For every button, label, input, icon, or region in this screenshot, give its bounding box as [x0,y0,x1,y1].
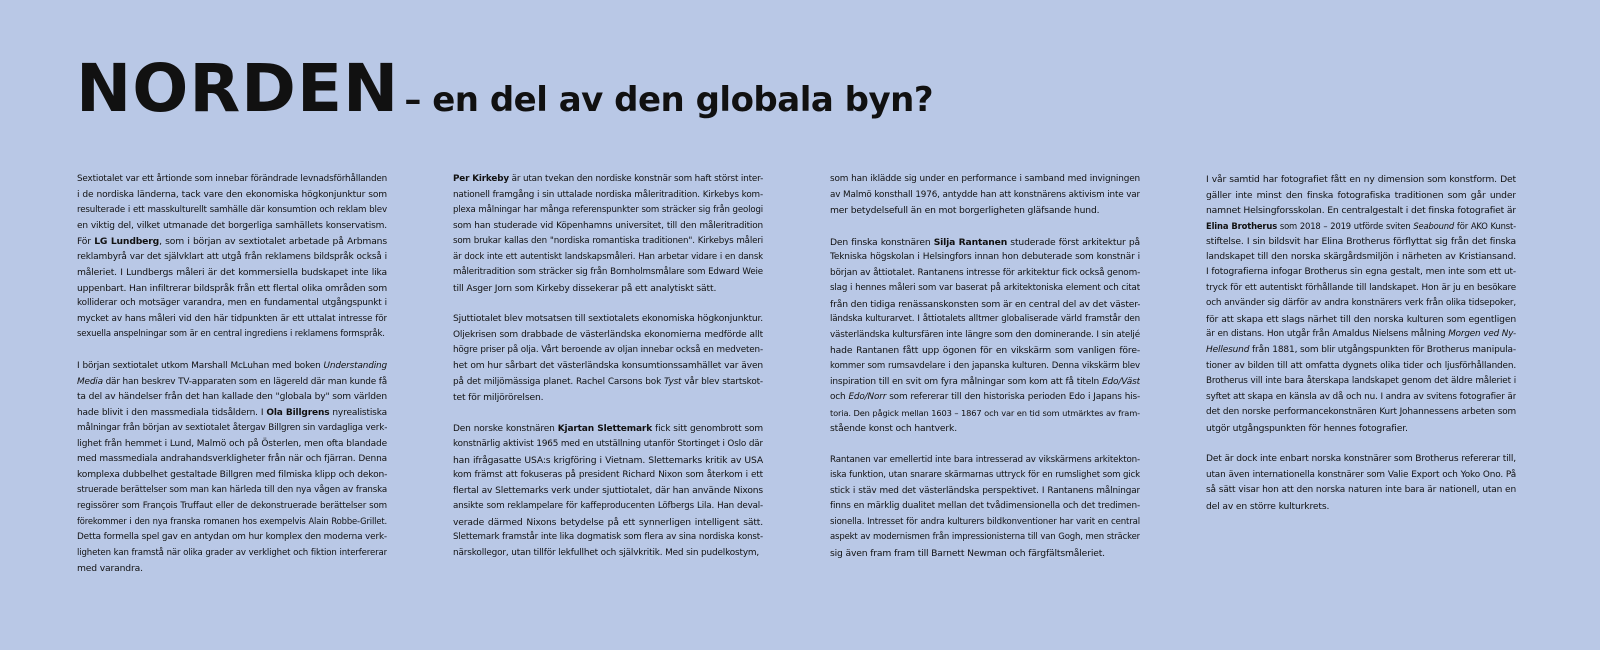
text-run: med varandra. [77,563,143,575]
text-run: Rantanen var emellertid inte bara intresserad av vikskärmens arkitekton- [830,454,1140,465]
text-run: tet för miljörörelsen. [453,392,544,404]
text-line [453,437,763,453]
text-run: ligheten kan framstå när olika grader av verklighet och fiktion interfererar [77,547,387,558]
text-line [830,235,1140,251]
text-line [453,530,763,546]
paragraph [453,312,763,405]
text-line [453,203,763,219]
text-line [1206,452,1516,468]
text-run: som refererar till den historiska perioden Edo i Japans his- [886,392,1140,403]
text-run: ta del av händelser från det han kallade den "globala by" som världen [77,392,387,403]
text-run: Det är dock inte enbart norska konstnärer som Brotherus refererar till, [1206,454,1516,465]
text-run: lighet från hemmet i Lund, Malmö och på Österlen, men ofta blandade [77,438,387,449]
text-line [453,312,763,328]
paragraph [830,172,1140,219]
text-run: ländska kulturarvet. I åttiotalets alltmer globaliserade värld framstår den [830,314,1140,325]
text-run: I vår samtid har fotografiet fått en ny dimension som konstform. Det [1206,174,1516,185]
text-line [77,188,387,204]
text-run: högre priser på olja. Vårt beroende av oljan innebar också en medveten- [453,345,763,356]
text-run: västerländska kultursfären inte längre som den dominerande. I sin ateljé [830,329,1140,340]
text-run: sionella. Intresset för andra kulturers bildkonventioner har varit en central [830,516,1140,527]
text-run: I fotografierna infogar Brotherus sin egna gestalt, men inte som ett ut- [1206,267,1516,278]
paragraph [77,172,387,343]
text-line [77,514,387,530]
text-line [1206,390,1516,406]
text-run: reklambyrå var det självklart att utgå från reklamens bildspråk också i [77,251,387,262]
text-line [1206,499,1516,515]
text-run: Sjuttiotalet blev motsatsen till sextiotalets ekonomiska högkonjunktur. [453,314,763,325]
text-run: aspekt av modernismen från impressionisterna till van Gogh, men sträcker [830,532,1140,543]
text-run: med massmediala andrahandsverkligheter från när och fjärran. Denna [77,454,387,465]
text-line [1206,250,1516,266]
text-line [830,281,1140,297]
text-run: och använder sig därför av andra konstnärers verk från olika tidsepoker, [1206,298,1516,309]
text-line [830,468,1140,484]
text-line [830,406,1140,422]
text-line [453,234,763,250]
text-run: så sätt visar hon att den norska naturen inte bara är nationell, utan en [1206,485,1516,496]
text-run: gäller inte minst den finska fotografiska traditionen som går under [1206,189,1516,201]
text-line [830,343,1140,359]
text-line [453,265,763,281]
artist-name: Kjartan Slettemark [557,423,653,434]
text-run: det den norske performancekonstnären Kurt Johannessens arbeten som [1206,407,1516,418]
text-run: syftet att skapa en känsla av då och nu. I andra av svitens fotografier är [1206,391,1516,402]
text-line [1206,172,1516,188]
text-run: inspiration till en svit om fyra målningar som kom att få titeln [830,376,1102,387]
text-run: han ifrågasatte USA:s krigföring i Vietnam. Slettemarks kritik av USA [453,454,763,466]
text-line [77,483,387,499]
text-run: förekommer i den nya franska romanen hos exempelvis Alain Robbe-Grillet. [77,516,387,527]
text-line [1206,312,1516,328]
work-title: Edo/Väst [1101,376,1140,387]
text-line [77,530,387,546]
text-run: måleriet. I Lundbergs måleri är det kommersiella budskapet inte lika [77,267,387,279]
artist-name: Silja Rantanen [933,236,1008,248]
text-run: kolliderar och motsäger varandra, men en fundamental utgångspunkt i [77,298,387,309]
text-run: del av en större kulturkrets. [1206,500,1330,512]
paragraph [1206,452,1516,514]
artist-name: Per Kirkeby [453,174,509,184]
text-column-2 [453,172,763,578]
text-run: plexa målningar har många referenspunkter som sträcker sig från geologi [453,205,763,216]
text-line [453,453,763,469]
text-run: iska funktion, utan snarare skärmarnas uttryck för en rumslighet som gick [830,470,1140,481]
text-run: och [830,392,849,403]
page-title [76,50,934,127]
text-line [830,515,1140,531]
text-line [453,281,763,297]
paragraph [1206,172,1516,436]
text-line [830,172,1140,188]
text-run: verade därmed Nixons betydelse på ett synnerligen intelligent sätt. [453,516,763,528]
artist-name: Elina Brotherus [1206,220,1278,231]
text-line [1206,483,1516,499]
text-run: vår blev startskot- [681,376,763,387]
text-line [830,250,1140,266]
text-line [830,188,1140,204]
text-run: studerade först arkitektur på [1007,236,1140,248]
text-run: regissörer som François Truffaut eller de dekonstruerade berättelser som [77,500,387,511]
text-line [830,453,1140,469]
text-run: namnet Helsingforsskolan. En centralgestalt i det finska fotografiet är [1206,205,1516,217]
text-run: slag i hennes måleri som var baserat på arkitektoniska element och citat [830,283,1140,294]
text-line [453,499,763,515]
text-run: Tekniska högskolan i Helsingfors innan hon debuterade som konstnär i [830,252,1140,263]
text-run: som 2018 – 2019 utförde sviten [1277,220,1414,231]
text-run: landskapet till den norska skärgårdsmiljön i närheten av Kristiansand. [1206,251,1516,262]
text-run: av Malmö konsthall 1976, antydde han att konstnärens aktivism inte var [830,189,1140,200]
text-line [1206,219,1516,235]
text-run: nyrealistiska [329,407,387,418]
text-run: uppenbart. Han infiltrerar bildspråk från ett flertal olika områden som [77,282,387,294]
text-run: till Asger Jorn som Kirkeby dissekerar på ett analytiskt sätt. [453,282,717,294]
text-run: där han beskrev TV-apparaten som en lägereld där man kunde få [102,376,387,387]
text-line [77,499,387,515]
text-run: ansikte som reklampelare för kaffeproducenten Löfbergs Lila. Han deval- [453,501,763,512]
text-line [77,561,387,577]
text-line [830,421,1140,437]
text-run: för att skapa ett slags närhet till den norska kulturen som egentligen [1206,313,1516,325]
text-line [77,281,387,297]
text-run: stående konst och hantverk. [830,423,957,435]
text-line [77,296,387,312]
text-run: toria. Den pågick mellan 1603 – 1867 och var en tid som utmärktes av fram- [830,407,1140,418]
text-line [77,390,387,406]
text-line [453,328,763,344]
text-line [830,390,1140,406]
text-line [77,172,387,188]
paragraph [830,235,1140,437]
text-line [77,359,387,375]
text-run: Detta formella spel gav en antydan om hur komplex den moderna verk- [77,532,387,543]
text-line [830,375,1140,391]
work-title: Seabound [1413,220,1455,231]
text-line [77,437,387,453]
text-line [453,219,763,235]
text-line [830,266,1140,282]
text-run: en viktig del, vilket utmanade det borgerliga samhällets konservatism. [77,220,387,231]
text-line [77,250,387,266]
text-run: som han studerade vid Köpenhamns universitet, till den måleritradition [453,220,763,231]
text-run: början av åttiotalet. Rantanens intresse för arkitektur fick också genom- [830,267,1140,278]
text-line [77,421,387,437]
text-line [1206,265,1516,281]
paragraph [830,453,1140,562]
text-line [77,327,387,343]
text-line [77,265,387,281]
artist-name: LG Lundberg [94,236,160,248]
work-title: Hellesund [1206,345,1250,356]
text-line [453,515,763,531]
text-run: hade blivit i den massmediala tidsåldern. I [77,407,267,418]
text-run: resulterade i ett masskulturellt samhälle där konsumtion och reklam blev [77,205,387,216]
text-line [830,328,1140,344]
text-line [77,219,387,235]
text-run: är dock inte ett autentiskt landskapsmåleri. Han arbetar vidare i en dansk [453,251,763,262]
text-line [453,546,763,562]
text-line [453,375,763,391]
text-line [830,530,1140,546]
text-line [1206,327,1516,343]
text-line [830,484,1140,500]
text-run: stick i stäv med det västerländska perspektivet. I Rantanens målningar [830,485,1140,496]
text-line [77,312,387,328]
text-run: flertal av Slettemarks verk under sjuttiotalet, där han använde Nixons [453,485,763,496]
text-run: utan även internationella konstnärer som Valie Export och Yoko Ono. På [1206,469,1516,480]
text-run: fick sitt genombrott som [652,423,763,434]
work-title: Edo/Norr [848,392,887,403]
text-column-3 [830,172,1140,578]
text-line [830,297,1140,313]
text-line [77,406,387,422]
title-subtitle: – en del av den globala byn? [404,80,934,120]
text-line [1206,234,1516,250]
text-run: målningar från början av sextiotalet återgav Billgren sin vardagliga verk- [77,423,387,434]
work-title: Tyst [663,376,682,387]
text-run: Oljekrisen som drabbade de västerländska ekonomierna medförde allt [453,329,763,340]
text-line [453,343,763,359]
text-run: stiftelse. I sin bildsvit har Elina Brotherus förflyttat sig från det finska [1206,236,1516,248]
text-line [77,546,387,562]
paragraph [453,172,763,296]
text-run: finns en märklig dualitet mellan det tvådimensionella och det tredimen- [830,501,1140,512]
text-run: utgör utgångspunkten för hennes fotografier. [1206,422,1408,434]
text-run: Slettemark framstår inte lika dogmatisk som flera av sina nordiska konst- [453,532,763,543]
text-run: kom främst att fokuseras på president Richard Nixon som återkom i ett [453,470,763,481]
text-line [77,234,387,250]
text-line [453,422,763,438]
text-run: het om hur sårbart det västerländska konsumtionssamhället var även [453,361,763,372]
text-line [1206,281,1516,297]
text-run: på det miljömässiga planet. Rachel Carsons bok [453,376,664,387]
text-run: som brukar kallas den "nordiska romantiska traditionen". Kirkebys måleri [453,236,763,247]
artist-name: Ola Billgrens [266,407,330,418]
text-column-4 [1206,172,1516,530]
text-run: Brotherus vill inte bara återskapa landskapet genom det äldre måleriet i [1206,376,1516,387]
text-line [453,250,763,266]
work-title: Media [77,376,103,387]
text-line [1206,203,1516,219]
text-line [830,312,1140,328]
text-line [830,359,1140,375]
work-title: Morgen ved Ny- [1448,329,1516,340]
text-run: från 1881, som blir utgångspunkten för Brotherus manipula- [1249,345,1516,356]
text-line [453,484,763,500]
text-run: är en distans. Hon utgår från Amaldus Nielsens målning [1206,329,1449,340]
text-line [830,203,1140,219]
text-run: närskollegor, utan tillför lekfullhet och självkritik. Med sin pudelkostym, [453,548,760,559]
text-run: struerade berättelser som man kan härleda till den nya vågen av franska [77,485,387,496]
text-run: tioner av bilden till att omfatta dygnets olika tider och ljusförhållanden. [1206,360,1516,371]
text-run: sig även fram fram till Barnett Newman och färgfältsmåleriet. [830,548,1105,560]
text-run: är utan tvekan den nordiske konstnär som haft störst inter- [508,174,763,184]
text-run: I början sextiotalet utkom Marshall McLuhan med boken [77,361,324,372]
text-line [453,390,763,406]
text-line [453,359,763,375]
text-run: sexuella anspelningar som är en central ingrediens i reklamens formspråk. [77,329,385,340]
text-line [1206,296,1516,312]
text-run: mer betydelsefull än en mot borgerligheten gläfsande hund. [830,205,1100,217]
text-run: tryck för ett autentiskt förhållande till landskapet. Hon är ju en besökare [1206,282,1516,293]
text-line [1206,468,1516,484]
work-title: Understanding [323,361,387,372]
text-line [1206,405,1516,421]
text-line [77,375,387,391]
text-run: från den tidiga renässanskonsten som är en central del av det väster- [830,298,1140,310]
paragraph [77,359,387,577]
text-line [453,188,763,204]
paragraph [453,422,763,562]
text-run: För [77,236,95,248]
text-line [1206,374,1516,390]
text-run: komplexa dubbelhet gestaltade Billgren med filmiska klipp och dekon- [77,469,387,480]
text-line [1206,343,1516,359]
text-line [1206,421,1516,437]
text-line [77,452,387,468]
text-line [1206,359,1516,375]
text-run: i de nordiska länderna, tack vare den ekonomiska högkonjunktur som [77,189,387,200]
text-run: som han iklädde sig under en performance i samband med invigningen [830,174,1140,184]
text-line [453,468,763,484]
text-run: , som i början av sextiotalet arbetade på Arbmans [159,236,387,248]
text-line [830,546,1140,562]
text-column-1 [77,172,387,593]
text-run: hade Rantanen fått upp ögonen för en vikskärm som vanligen före- [830,345,1140,357]
text-run: för AKO Kunst- [1454,220,1516,231]
text-run: Den norske konstnären [453,423,558,434]
title-main: NORDEN [76,50,400,127]
text-line [77,203,387,219]
text-run: måleritradition som sträcker sig från Bornholmsmålare som Edward Weie [453,267,763,278]
text-line [1206,188,1516,204]
text-run: Den finska konstnären [830,236,934,248]
text-line [830,499,1140,515]
text-run: Sextiotalet var ett årtionde som innebar förändrade levnadsförhållanden [77,174,387,184]
text-run: kommer som rumsavdelare i den japanska kulturen. Denna vikskärm blev [830,361,1140,372]
text-run: nationell framgång i sin uttalade nordiska måleritradition. Kirkebys kom- [453,189,763,200]
text-line [77,468,387,484]
text-run: konstnärlig aktivist 1965 med en utställning utanför Stortinget i Oslo där [453,439,763,450]
text-run: mycket av hans måleri vid den här tidpunkten är ett uttalat intresse för [77,313,387,324]
text-line [453,172,763,188]
